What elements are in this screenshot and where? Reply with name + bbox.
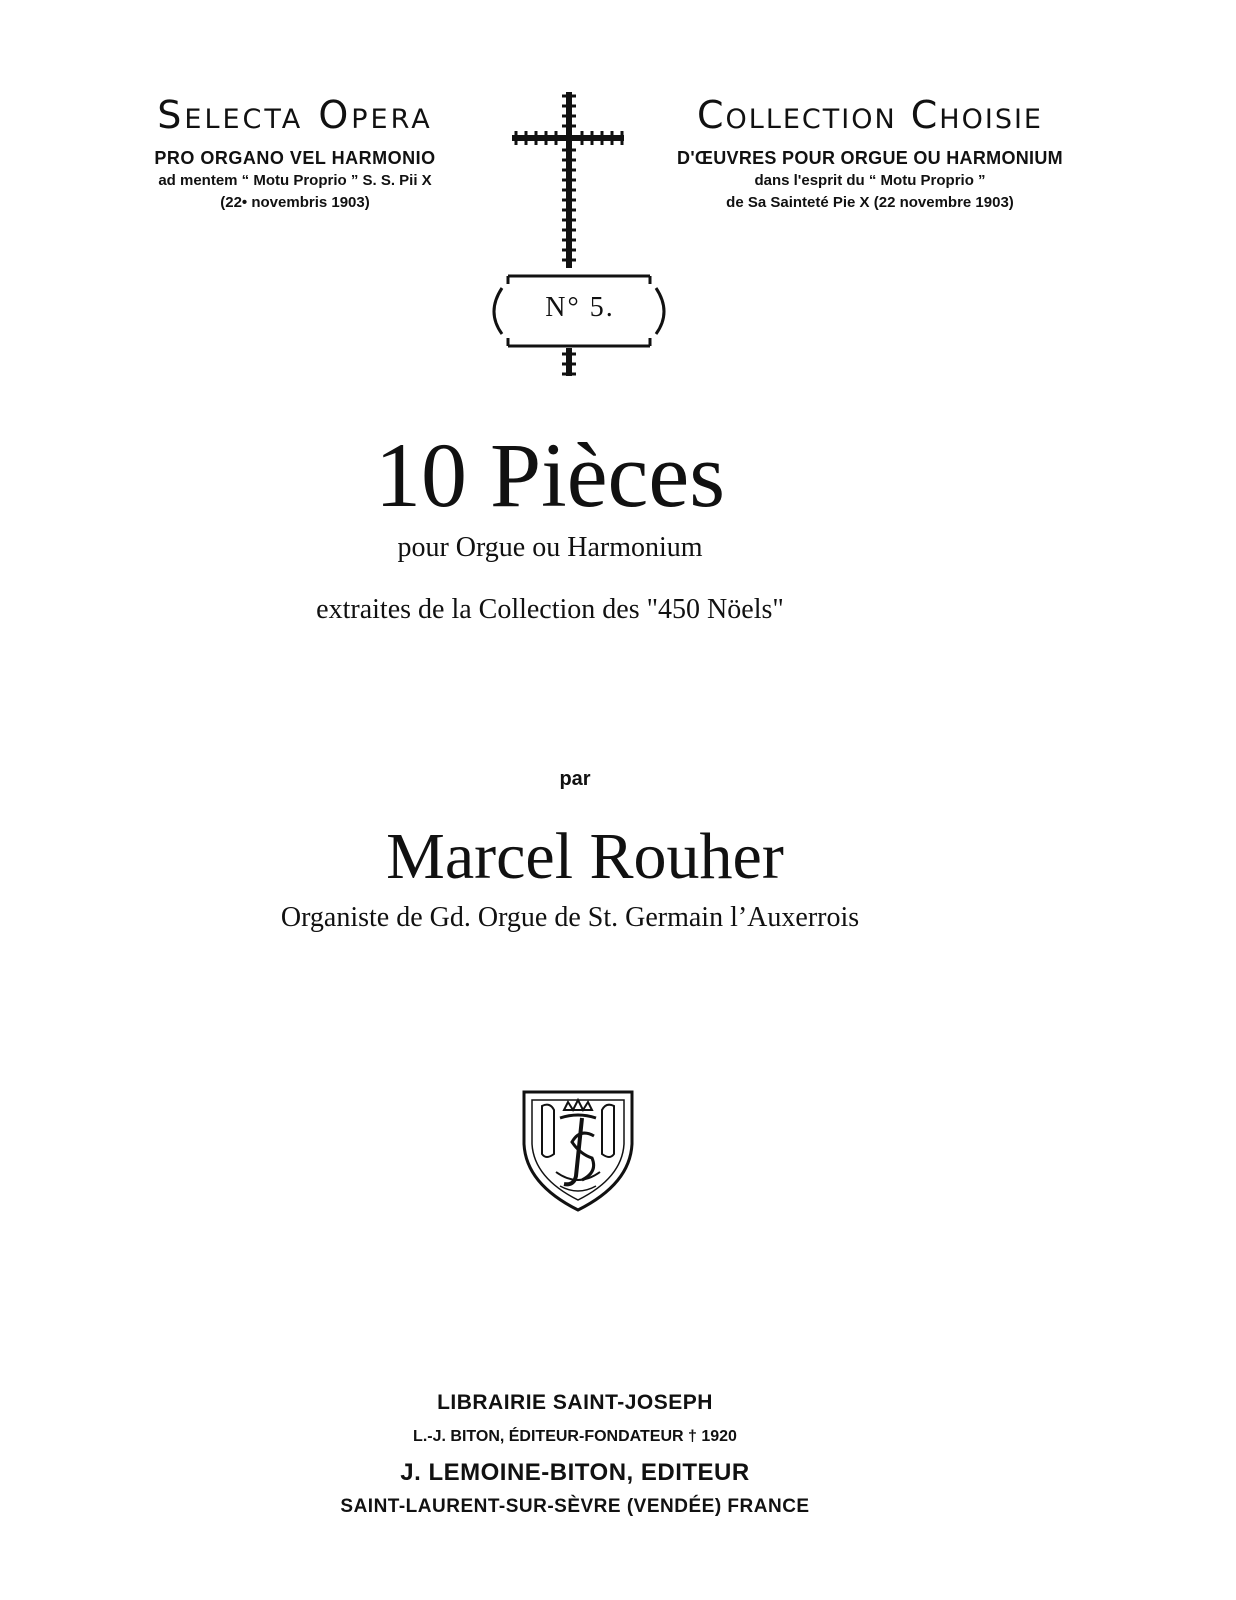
header-latin-line3: (22• novembris 1903) <box>220 194 370 211</box>
header-latin-line1: PRO ORGANO VEL HARMONIO <box>154 148 436 168</box>
work-title: 10 Pièces <box>374 424 726 526</box>
by-label: par <box>559 768 591 790</box>
publisher-line3: J. LEMOINE-BITON, EDITEUR <box>400 1459 750 1486</box>
publisher-block <box>0 1386 1150 1522</box>
composer-position: Organiste de Gd. Orgue de St. Germain l’Auxerrois <box>280 902 860 933</box>
header-latin <box>100 92 490 214</box>
header-french-line2: dans l'esprit du “ Motu Proprio ” <box>754 172 986 189</box>
header-french <box>645 92 1095 214</box>
publisher-line4: SAINT-LAURENT-SUR-SÈVRE (VENDÉE) FRANCE <box>340 1496 810 1517</box>
collection-title-latin: Selecta Opera <box>157 93 433 137</box>
collection-number: N° 5. <box>545 292 615 323</box>
header-latin-line2: ad mentem “ Motu Proprio ” S. S. Pii X <box>158 172 432 189</box>
header-french-line1: D'ŒUVRES POUR ORGUE OU HARMONIUM <box>677 148 1063 168</box>
publisher-line1: LIBRAIRIE SAINT-JOSEPH <box>437 1391 713 1414</box>
publisher-shield-emblem-icon <box>520 1088 636 1214</box>
publisher-line2: L.-J. BITON, ÉDITEUR-FONDATEUR † 1920 <box>413 1428 737 1445</box>
header-french-line3: de Sa Sainteté Pie X (22 novembre 1903) <box>726 194 1014 211</box>
work-subtitle-instrument: pour Orgue ou Harmonium <box>397 532 703 563</box>
work-subtitle-source: extraites de la Collection des "450 Nöels" <box>316 594 784 625</box>
collection-title-french: Collection Choisie <box>697 93 1043 137</box>
composer-name: Marcel Rouher <box>386 820 784 893</box>
